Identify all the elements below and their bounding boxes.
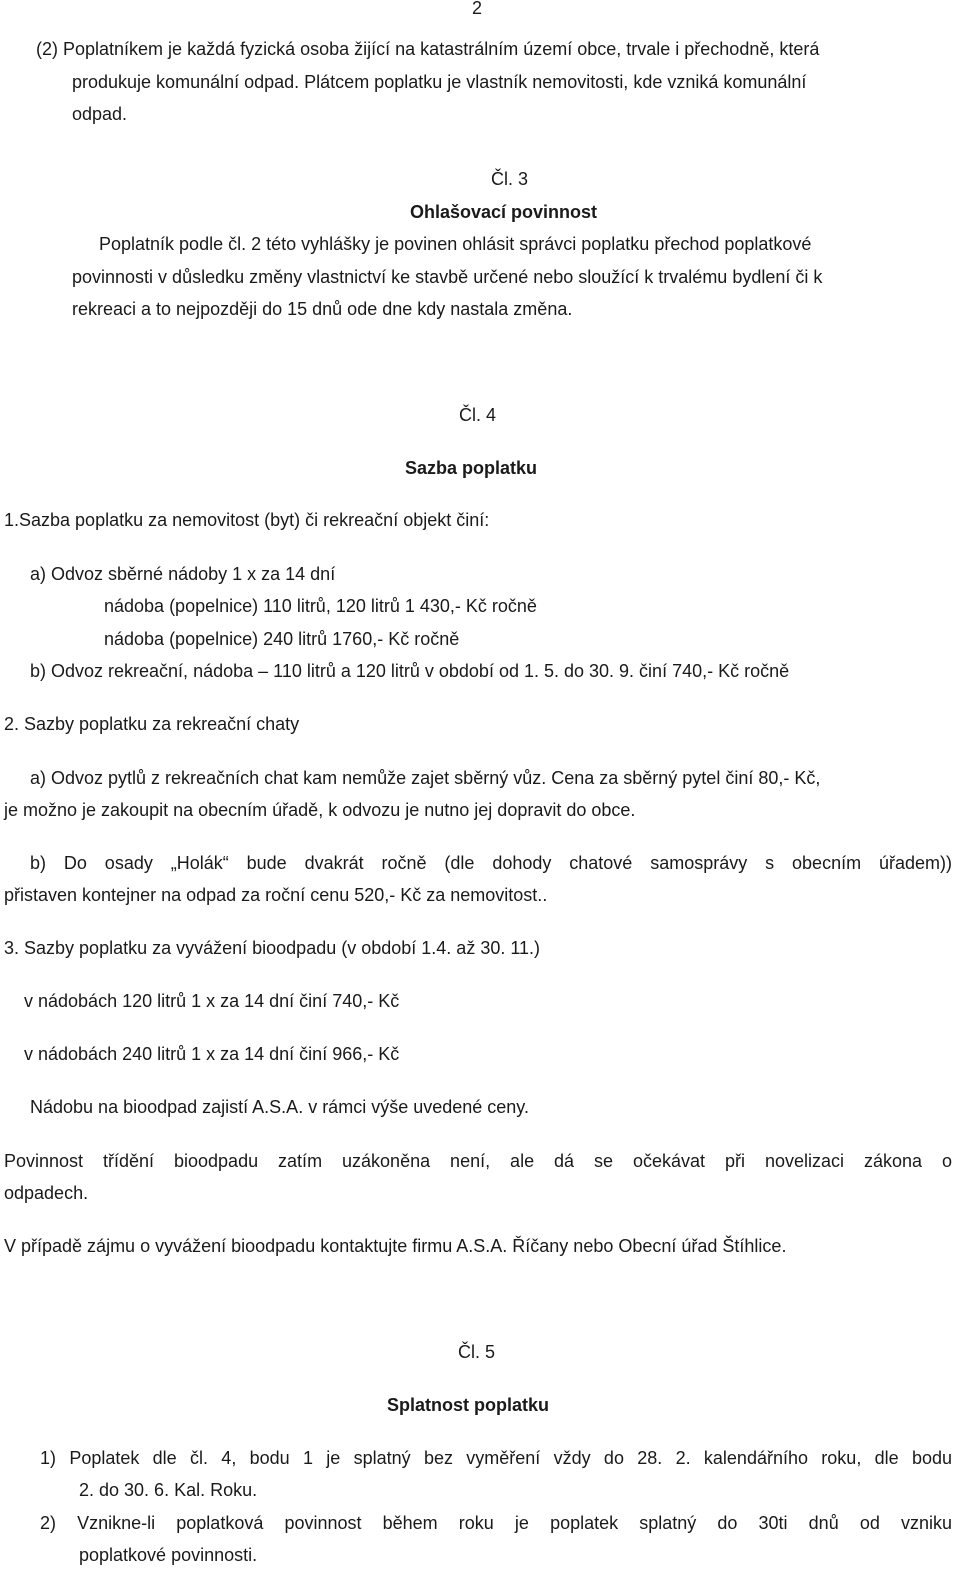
paragraph-line: a) Odvoz pytlů z rekreačních chat kam nemůže zajet sběrný vůz. Cena za sběrný pytel činí 80,- Kč, [30,768,821,788]
list-item: 1) Poplatek dle čl. 4, bodu 1 je splatný bez vyměření vždy do 28. 2. kalendářního roku, dle bodu [40,1448,952,1468]
list-item-continuation: poplatkové povinnosti. [79,1545,258,1565]
paragraph-line: rekreaci a to nejpozději do 15 dnů ode dne kdy nastala změna. [72,299,573,319]
paragraph-line: Nádobu na bioodpad zajistí A.S.A. v rámci výše uvedené ceny. [30,1097,529,1117]
paragraph-line: odpadech. [4,1183,89,1203]
paragraph-line: produkuje komunální odpad. Plátcem poplatku je vlastník nemovitosti, kde vzniká komunální [72,72,807,92]
list-item: 2) Vznikne-li poplatková povinnost během roku je poplatek splatný do 30ti dnů od vzniku [40,1513,952,1533]
paragraph-line: povinnosti v důsledku změny vlastnictví ke stavbě určené nebo sloužící k trvalému bydlení či k [72,267,823,287]
paragraph-line: v nádobách 120 litrů 1 x za 14 dní činí 740,- Kč [24,991,400,1011]
list-item: a) Odvoz sběrné nádoby 1 x za 14 dní [30,564,336,584]
paragraph-line: 3. Sazby poplatku za vyvážení bioodpadu (v období 1.4. až 30. 11.) [4,938,541,958]
paragraph-line: 2. Sazby poplatku za rekreační chaty [4,714,300,734]
paragraph-line: v nádobách 240 litrů 1 x za 14 dní činí 966,- Kč [24,1044,400,1064]
article-title: Splatnost poplatku [387,1395,549,1415]
list-subitem: nádoba (popelnice) 110 litrů, 120 litrů 1 430,- Kč ročně [104,596,537,616]
article-title: Sazba poplatku [405,458,538,478]
article-number: Čl. 4 [459,405,497,425]
paragraph-line: V případě zájmu o vyvážení bioodpadu kontaktujte firmu A.S.A. Říčany nebo Obecní úřad Štíhlice. [4,1236,787,1256]
paragraph-line: (2) Poplatníkem je každá fyzická osoba žijící na katastrálním území obce, trvale i přechodně, která [36,39,820,59]
article-title: Ohlašovací povinnost [410,202,598,222]
list-subitem: nádoba (popelnice) 240 litrů 1760,- Kč ročně [104,629,460,649]
article-number: Čl. 3 [491,169,529,189]
list-item: b) Odvoz rekreační, nádoba – 110 litrů a 120 litrů v období od 1. 5. do 30. 9. činí 740,- Kč ročně [30,661,790,681]
paragraph-line: odpad. [72,104,128,124]
article-number: Čl. 5 [458,1342,496,1362]
paragraph-line: b) Do osady „Holák“ bude dvakrát ročně (dle dohody chatové samosprávy s obecním úřadem)) [30,853,952,873]
paragraph-line: Povinnost třídění bioodpadu zatím uzákoněna není, ale dá se očekávat při novelizaci zákona o [4,1151,952,1171]
page-number: 2 [472,0,483,18]
paragraph-line: 1.Sazba poplatku za nemovitost (byt) či rekreační objekt činí: [4,510,490,530]
list-item-continuation: 2. do 30. 6. Kal. Roku. [79,1480,258,1500]
paragraph-line: je možno je zakoupit na obecním úřadě, k odvozu je nutno jej dopravit do obce. [4,800,636,820]
paragraph-line: Poplatník podle čl. 2 této vyhlášky je povinen ohlásit správci poplatku přechod poplatkové [99,234,812,254]
paragraph-line: přistaven kontejner na odpad za roční cenu 520,- Kč za nemovitost.. [4,885,548,905]
